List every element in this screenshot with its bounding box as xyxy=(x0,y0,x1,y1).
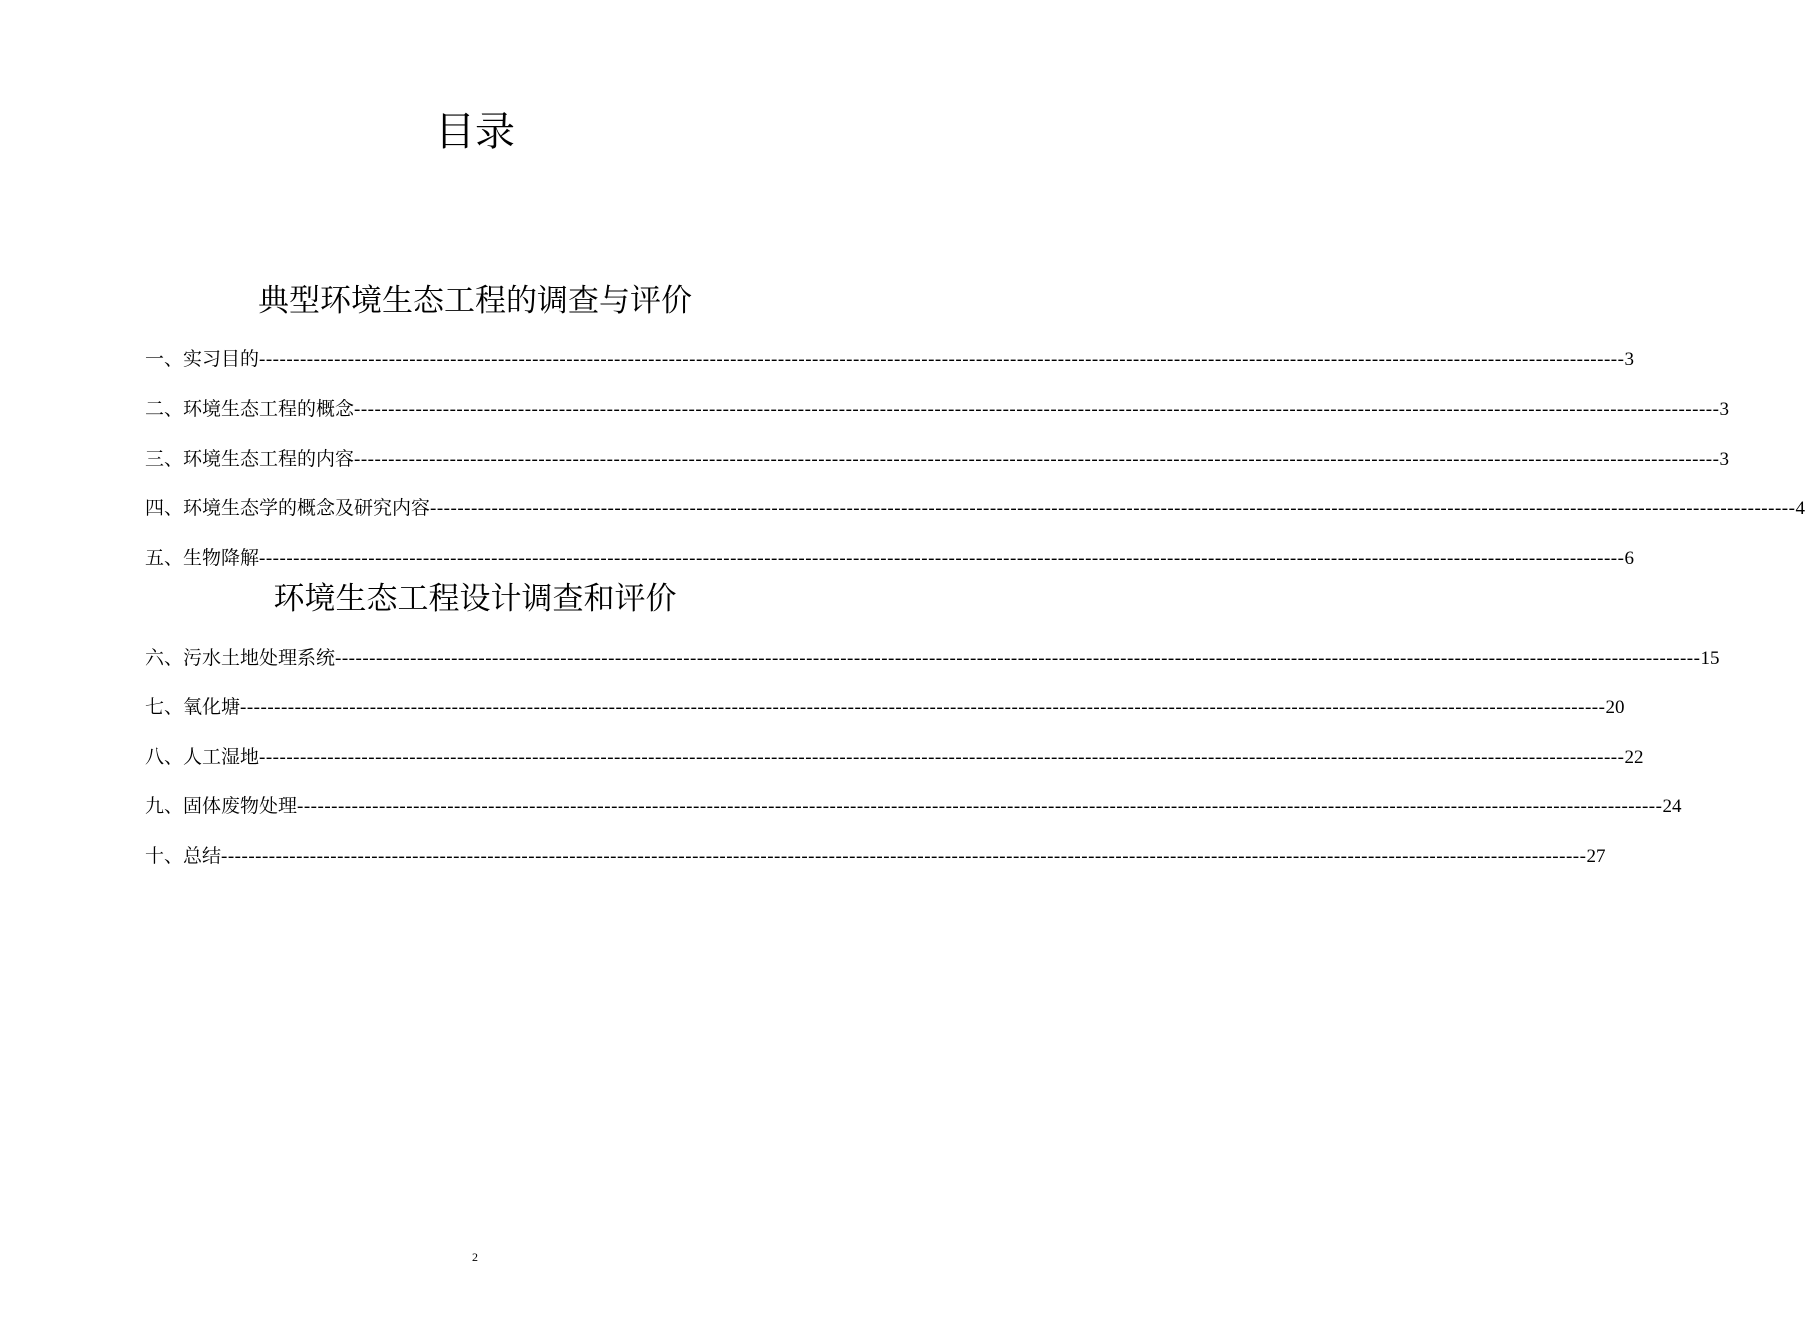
toc-leader: -------------------------------------------------------------------------------------------------------------------------------------------------------------------------------------------------------- xyxy=(240,697,1606,718)
section-heading: 环境生态工程设计调查和评价 xyxy=(273,581,677,617)
toc-entry[interactable] xyxy=(145,346,1634,372)
toc-entry-text: 五、生物降解 xyxy=(145,547,260,569)
toc-entry[interactable] xyxy=(145,396,1729,422)
toc-entry-page: 3 xyxy=(1719,449,1729,470)
toc-entry-page: 4 xyxy=(1795,498,1805,519)
toc-entry-page: 3 xyxy=(1624,349,1634,370)
toc-entry-page: 22 xyxy=(1624,747,1644,768)
toc-entry[interactable] xyxy=(145,793,1682,819)
page-number: 2 xyxy=(472,1250,478,1264)
toc-entry-text: 六、污水土地处理系统 xyxy=(145,647,336,669)
toc-entry[interactable] xyxy=(145,744,1644,770)
toc-leader: -------------------------------------------------------------------------------------------------------------------------------------------------------------------------------------------------------- xyxy=(259,548,1625,569)
toc-entry-text: 一、实习目的 xyxy=(145,348,260,370)
toc-leader: -------------------------------------------------------------------------------------------------------------------------------------------------------------------------------------------------------- xyxy=(430,498,1796,519)
toc-leader: -------------------------------------------------------------------------------------------------------------------------------------------------------------------------------------------------------- xyxy=(354,399,1720,420)
toc-entry-page: 6 xyxy=(1624,548,1634,569)
toc-entry[interactable] xyxy=(145,446,1729,472)
toc-entry-text: 三、环境生态工程的内容 xyxy=(145,448,355,470)
toc-entry-text: 八、人工湿地 xyxy=(145,746,260,768)
toc-entry-page: 24 xyxy=(1662,796,1682,817)
toc-entry-page: 3 xyxy=(1719,399,1729,420)
toc-entry[interactable] xyxy=(145,495,1805,521)
toc-entry-text: 九、固体废物处理 xyxy=(145,795,298,817)
toc-leader: -------------------------------------------------------------------------------------------------------------------------------------------------------------------------------------------------------- xyxy=(259,747,1625,768)
toc-entry-page: 15 xyxy=(1700,648,1720,669)
toc-entry[interactable] xyxy=(145,694,1625,720)
toc-leader: -------------------------------------------------------------------------------------------------------------------------------------------------------------------------------------------------------- xyxy=(354,449,1720,470)
toc-entry[interactable] xyxy=(145,545,1634,571)
toc-entry[interactable] xyxy=(145,645,1720,671)
toc-entry-text: 二、环境生态工程的概念 xyxy=(145,398,355,420)
toc-leader: -------------------------------------------------------------------------------------------------------------------------------------------------------------------------------------------------------- xyxy=(259,349,1625,370)
toc-entry-text: 七、氧化塘 xyxy=(145,696,241,718)
toc-entry-text: 四、环境生态学的概念及研究内容 xyxy=(145,497,431,519)
toc-leader: -------------------------------------------------------------------------------------------------------------------------------------------------------------------------------------------------------- xyxy=(221,846,1587,867)
toc-leader: -------------------------------------------------------------------------------------------------------------------------------------------------------------------------------------------------------- xyxy=(335,648,1701,669)
page-title: 目录 xyxy=(435,109,515,155)
toc-entry-text: 十、总结 xyxy=(145,845,222,867)
toc-entry-page: 20 xyxy=(1605,697,1625,718)
toc-entry[interactable] xyxy=(145,843,1606,869)
section-heading: 典型环境生态工程的调查与评价 xyxy=(258,283,692,319)
toc-entry-page: 27 xyxy=(1586,846,1606,867)
toc-leader: -------------------------------------------------------------------------------------------------------------------------------------------------------------------------------------------------------- xyxy=(297,796,1663,817)
